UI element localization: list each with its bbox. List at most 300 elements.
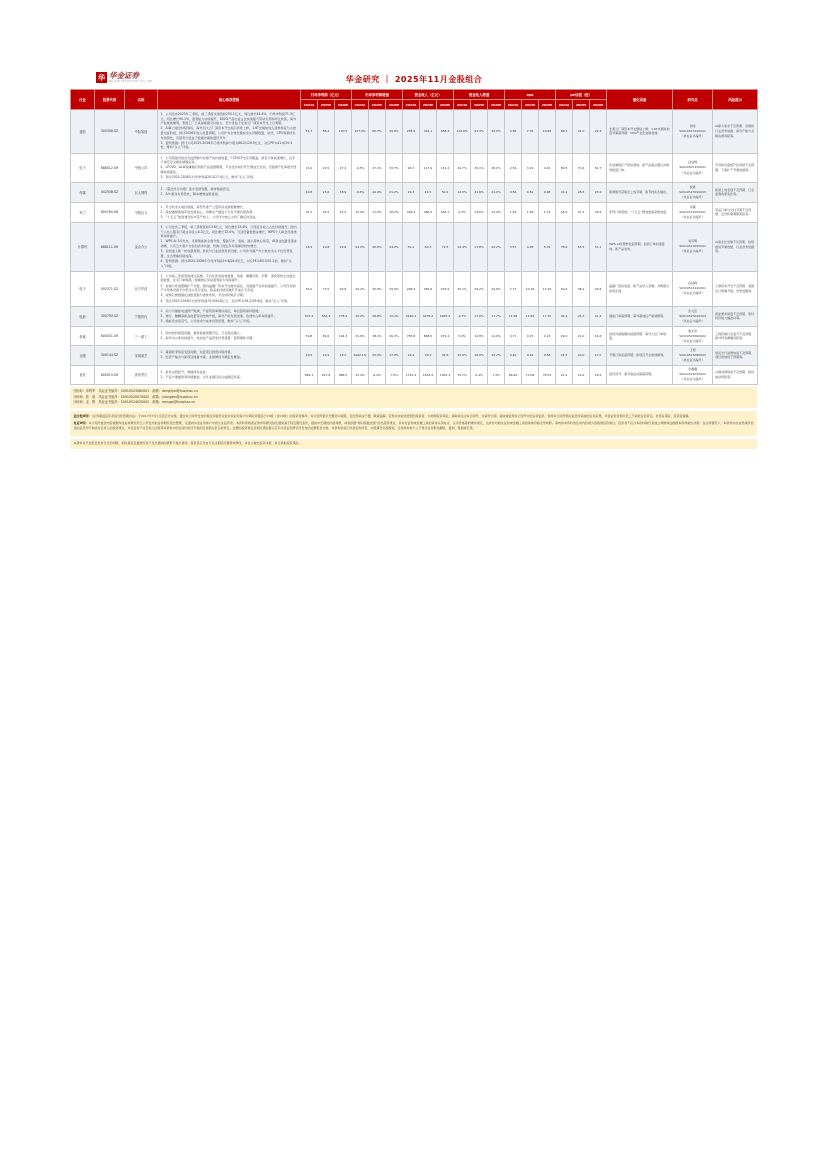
analyst-cell	[673, 327, 713, 346]
metric-cell-eps: 3.29	[522, 153, 539, 183]
core-logic-line: 2、AI算力建设持续加码，海外四大云厂商资本开支指引再度上修，1.6T光模块进入送样验证与小批量出货阶段，预计2026年进入放量周期，公司作为全球光模块龙头份额稳固，硅光、CPO等新技术布局领先，有望充分受益于数通光模块量价齐升。	[160, 126, 297, 140]
analyst-cell-line: 易景明	[688, 239, 698, 244]
metric-cell-npg: 17.8%	[386, 346, 403, 365]
metric-cell-rev: 486.5	[420, 202, 437, 222]
catalyst-cell: 先进制程扩产招标落地；新产品验证通过并取得批量订单。	[607, 153, 673, 183]
core-logic-line: 2、AI+游戏布局领先，降本增效成果显现。	[160, 192, 221, 197]
metric-cell-rev: 476.9	[437, 271, 454, 306]
table-body	[71, 110, 758, 385]
year-subheader-cell: 2024A	[403, 100, 420, 110]
catalyst-cell: 新游版号获取及上线节奏；春节档流水催化。	[607, 183, 673, 202]
analyst-cell	[673, 223, 713, 272]
metric-cell-np: 507.4	[301, 306, 318, 326]
metric-cell-np: 59.8	[301, 327, 318, 346]
metric-cell-rev: 1987.3	[437, 365, 454, 384]
stock-name-cell: 宋城演艺	[125, 346, 158, 365]
metric-cell-npg: 28.6%	[369, 306, 386, 326]
col-header-industry: 行业	[71, 90, 95, 110]
risk-cell: 新能源车销量不及预期、原材料价格大幅波动等。	[713, 306, 758, 326]
metric-cell-eps: 11.58	[505, 306, 522, 326]
metric-cell-eps: 14.82	[522, 306, 539, 326]
disclaimer-block	[70, 411, 757, 436]
core-logic-cell	[158, 110, 301, 154]
table-row	[71, 306, 758, 326]
analyst-cell-line: S0910523020003	[679, 189, 706, 194]
metric-cell-npg: 24.9%	[352, 223, 369, 272]
metric-cell-eps: 0.97	[522, 327, 539, 346]
metric-cell-eps: 0.58	[539, 346, 556, 365]
metric-cell-npg: 33.7%	[386, 153, 403, 183]
core-logic-line: 1、公司发布三季报，单三季度营收13.6亿元，同比增长15.8%，订阅业务收入占比持续提升，国内个人办公服务订阅业务收入8.3亿元，同比增长12.4%，月活设备数稳步增长，WPS个人AI会员渗透率持续提升。	[160, 225, 297, 239]
final-note-text: 本资料仅代表报告发布当日的判断，相关观点及推测可在不发出通知的情形下做出更改。投资者应当自行关注相应的更新或修改，并自主做出投资决策，自行承担投资风险。	[73, 441, 302, 446]
metric-cell-pe: 23.6	[590, 183, 607, 202]
metric-cell-npg: 66.7%	[369, 110, 386, 154]
metric-cell-npg: 27.1%	[369, 153, 386, 183]
analyst-line: 分析师：张 欣 执业证书编号：S0910520070002 邮箱：zhangxin@huajinsc.cn	[73, 394, 198, 399]
metric-cell-revg: 34.0%	[488, 110, 505, 154]
analyst-cell-line: S0910522120001	[679, 286, 706, 291]
core-logic-line: 1、国内挖机销量回暖，更新替换周期开启，行业拐点确立。	[160, 331, 243, 336]
metric-cell-rev: 428.4	[403, 202, 420, 222]
industry-cell: 电新	[71, 306, 95, 326]
metric-cell-revg: 44.7%	[454, 153, 471, 183]
stock-name-cell: 金山办公	[125, 223, 158, 272]
metric-cell-npg: 17.9%	[369, 202, 386, 222]
metric-cell-np: 10.8	[301, 183, 318, 202]
year-subheader-cell: 2024A	[352, 100, 369, 110]
analyst-cell-line: S0910523060002	[679, 333, 706, 338]
core-logic-line: 2、产品与渠道改革持续推进，全年业绩目标达成确定性高。	[160, 374, 243, 379]
metric-cell-np: 10.5	[301, 346, 318, 365]
metric-cell-revg: 17.7%	[488, 306, 505, 326]
col-group-eps: eps	[505, 90, 556, 100]
year-subheader-cell: 2025E	[471, 100, 488, 110]
metric-cell-npg: 31.9%	[352, 327, 369, 346]
analyst-cell-line: 周涛	[689, 123, 696, 128]
analyst-cell	[673, 110, 713, 154]
analyst-cell	[673, 306, 713, 326]
metric-cell-pe: 50.0	[556, 271, 573, 306]
metric-cell-np: 27.4	[335, 153, 352, 183]
core-logic-line: 1、公司前三季度营收同比高增，平台化布局成效显著，刻蚀、薄膜沉积、炉管、清洗等核心设备全面放量，在手订单饱满，规模效应带动盈利能力持续提升。	[160, 273, 296, 283]
industry-cell: 通信	[71, 110, 95, 154]
core-logic-cell	[158, 202, 301, 222]
risk-cell: 工程机械行业复苏不及预期、海外贸易摩擦风险等。	[713, 327, 758, 346]
brand-name-en: HUAJIN SECURITIES CO.,LTD.	[109, 80, 154, 84]
metric-cell-revg: 10.8%	[471, 327, 488, 346]
metric-cell-rev: 41.5	[420, 183, 437, 202]
col-group-revenue-growth: 营业收入增速	[454, 90, 505, 100]
metric-cell-npg: 44.4%	[369, 183, 386, 202]
metric-cell-pe: 29.6	[590, 271, 607, 306]
table-row	[71, 271, 758, 306]
analyst-cell	[673, 183, 713, 202]
catalyst-cell: 储能订单超预期；海外基地投产爬坡顺利。	[607, 306, 673, 326]
industry-cell: 军工	[71, 202, 95, 222]
metric-cell-pe: 52.7	[590, 153, 607, 183]
metric-cell-npg: 26.3%	[386, 327, 403, 346]
metric-cell-pe: 68.3	[556, 110, 573, 154]
core-logic-line: 1、歼击机龙头地位稳固，新型号批产上量带动业绩稳健增长。	[160, 204, 246, 209]
final-note-block	[70, 439, 757, 449]
report-header	[70, 70, 758, 89]
industry-cell: 食饮	[71, 365, 95, 384]
col-group-pe: pe估值（倍）	[556, 90, 607, 100]
metric-cell-npg: 39.8%	[386, 110, 403, 154]
metric-cell-np: 56.2	[301, 271, 318, 306]
catalyst-cell: 晶圆厂招标放量；新产品导入突破；并购整合协同兑现。	[607, 271, 673, 306]
metric-cell-rev: 24.2	[403, 346, 420, 365]
year-subheader-cell: 2024A	[556, 100, 573, 110]
year-subheader-cell: 2024A	[505, 100, 522, 110]
year-subheader-cell: 2025E	[369, 100, 386, 110]
metric-cell-eps: 10.85	[539, 110, 556, 154]
metric-cell-npg: 22.9%	[369, 346, 386, 365]
analyst-line: 分析师：邓利军 执业证书编号：S0910523080001 邮箱：denglijun@huajinsc.cn	[73, 388, 198, 393]
analyst-line: 分析师：孟 棋 执业证书编号：S0910524020002 邮箱：mengqi@huajinsc.cn	[73, 400, 196, 405]
metric-cell-npg: 20.0%	[369, 223, 386, 272]
core-logic-cell	[158, 327, 301, 346]
core-logic-cell	[158, 306, 301, 326]
metric-cell-revg: 4.3%	[454, 202, 471, 222]
disclaimer-text: 本订阅号推送内容根据华金证券研究所已公开发布的证券研究报告整理，仅面向华金证券客户中的专业投资者。本资料所载的证券市场研究信息通常基于特定假设条件，提供中长期的价值判断，或者依据“相对指数表现”给出投资建议，并非对证券或金融工具的具体买卖时点、买卖价格等的操作建议，也并非对相关证券或金融工具的具体价格走势判断。请勿将本资料的任何内容视为直接的投资建议。投资者不应以本资料取代其独立判断或仅根据本资料做出决策。在任何情况下，本资料中的信息或所表述的意见均不构成对任何人的投资建议，华金证券不对任何人因使用本资料中的任何内容所引致的任何损失负任何责任。完整的投资观点及相关风险提示应以华金证券研究所发布的完整报告为准。本资料版权归华金证券所有，未经事先书面授权，任何机构和个人不得以任何形式翻版、复制、转载或引用。	[73, 420, 754, 430]
metric-cell-rev: 458.3	[437, 110, 454, 154]
brand-name-cn: 华金证券	[109, 71, 139, 80]
metric-cell-npg: 15.4%	[352, 365, 369, 384]
metric-cell-rev: 556.7	[437, 202, 454, 222]
analyst-cell-line: 孙远峰	[688, 281, 698, 286]
metric-cell-eps: 0.98	[539, 183, 556, 202]
analyst-cell-line: （执业证书编号）	[680, 133, 705, 138]
core-logic-line: 3、收购芯源微强化涂胶显影与清洗布局，平台协同效应可期。	[160, 293, 246, 298]
metric-cell-rev: 972.4	[437, 327, 454, 346]
analyst-cell-line: 李鑫鑫	[688, 367, 698, 372]
metric-cell-revg: 21.0%	[488, 183, 505, 202]
core-logic-line: 2、海外市占率持续提升，电动化产品竞争优势显著，盈利弹性可期。	[160, 336, 256, 341]
year-subheader-cell: 2026E	[437, 100, 454, 110]
metric-cell-rev: 238.6	[403, 110, 420, 154]
table-header	[71, 90, 758, 110]
stock-code-cell: 300144.SZ	[95, 346, 125, 365]
core-logic-cell	[158, 271, 301, 306]
metric-cell-eps: 1.46	[522, 202, 539, 222]
metric-cell-np: 862.3	[301, 365, 318, 384]
year-subheader-cell: 2025E	[522, 100, 539, 110]
risk-cell: 军品订单与交付节奏不及预期、定价机制调整风险等。	[713, 202, 758, 222]
metric-cell-npg: 15.0%	[352, 306, 369, 326]
metric-cell-eps: 7.76	[522, 110, 539, 154]
metric-cell-np: 16.5	[301, 223, 318, 272]
stock-code-cell: 002371.SZ	[95, 271, 125, 306]
analyst-cell-line: S0910523100001	[679, 128, 706, 133]
metric-cell-pe: 16.6	[590, 327, 607, 346]
core-logic-cell	[158, 346, 301, 365]
analyst-cell-line: 骆志伟	[688, 328, 698, 333]
col-group-net-profit: 归母净利润（亿元）	[301, 90, 352, 100]
metric-cell-revg: 35.1%	[454, 271, 471, 306]
metric-cell-rev: 783.8	[403, 327, 420, 346]
metric-cell-eps: 0.49	[522, 346, 539, 365]
year-subheader-cell: 2024A	[454, 100, 471, 110]
metric-cell-pe: 28.5	[573, 183, 590, 202]
metric-cell-np: 104.3	[335, 327, 352, 346]
suitability-text: 《证券期货投资者适当性管理办法》于2017年7月1日起正式实施，通过本订阅号发布的观点和信息仅供华金证券客户中风险评级高于C3级（含C3级）的投资者参考。本订阅号难以设置访问权限，若给您造成不便，敬请谅解。若您并非前述类型的投资者，为控制投资风险，请取消关注本订阅号，并请勿订阅、接收或使用本订阅号中的任何信息。使用本订阅号相关信息所造成的任何后果，华金证券及相关员工不承担任何责任。市场有风险，投资需谨慎。	[91, 413, 692, 418]
core-logic-line: 3、预计2025-2026年归母净利润20.5/27.4亿元，维持“买入”评级。	[160, 175, 257, 180]
metric-cell-pe: 21.2	[590, 306, 607, 326]
risk-cell: 半导体设备国产化进展不及预期、下游扩产节奏放缓等。	[713, 153, 758, 183]
metric-cell-rev: 1852.6	[420, 365, 437, 384]
metric-cell-np: 12.9	[318, 346, 335, 365]
metric-cell-rev: 51.2	[403, 223, 420, 272]
analyst-cell-line: S0910524030001	[679, 372, 706, 377]
analyst-cell-line: （执业证书编号）	[680, 249, 705, 254]
metric-cell-revg: 14.4%	[488, 202, 505, 222]
year-subheader-cell: 2026E	[488, 100, 505, 110]
stock-code-cell: 688111.SH	[95, 223, 125, 272]
core-logic-line: 2、存储与先进逻辑扩产共振，国内晶圆厂资本开支维持高位，设备国产化率加速提升，公司作为国产半导体设备平台型龙头充分受益，新品类持续突破打开成长天花板。	[160, 283, 296, 293]
metric-cell-revg: 15.2%	[488, 346, 505, 365]
metric-cell-rev: 382.6	[420, 271, 437, 306]
metric-cell-pe: 20.0	[573, 346, 590, 365]
core-logic-line: 2、LPCVD、ALD等薄膜沉积新产品进展顺利，平台化布局打开长期成长空间，设备国产化率提升逻辑持续强化。	[160, 165, 297, 175]
catalyst-cell: 挖机内销数据持续超预期；海外大区订单放量。	[607, 327, 673, 346]
col-header-risk: 风险提示	[713, 90, 758, 110]
catalyst-cell: 军贸订单落地；“十五五”规划装备采购放量。	[607, 202, 673, 222]
metric-cell-eps: 2.59	[505, 153, 522, 183]
metric-cell-rev: 117.9	[420, 153, 437, 183]
core-logic-line: 1、动力与储能电池排产饱满，产能利用率维持高位，单位盈利保持稳健。	[160, 308, 262, 313]
metric-cell-pe: 21.0	[573, 327, 590, 346]
stock-name-cell: 中际旭创	[125, 110, 158, 154]
core-logic-line: 3、信创进入新一轮放量周期，党政与行业信创需求回暖，公司作为国产办公软件龙头卡位优势显著，生态壁垒持续加深。	[160, 249, 293, 258]
stock-code-cell: 600760.SH	[95, 202, 125, 222]
metric-cell-npg: -0.6%	[352, 183, 369, 202]
metric-cell-eps: 1.24	[505, 202, 522, 222]
metric-cell-pe: 55.6	[556, 202, 573, 222]
metric-cell-revg: 7.3%	[488, 365, 505, 384]
stock-code-cell: 300308.SZ	[95, 110, 125, 154]
metric-cell-np: 40.2	[318, 202, 335, 222]
metric-cell-pe: 89.5	[556, 153, 573, 183]
core-logic-cell	[158, 223, 301, 272]
metric-cell-eps: 0.71	[505, 327, 522, 346]
metric-cell-eps: 17.70	[539, 306, 556, 326]
table-row	[71, 365, 758, 384]
metric-cell-np: 47.5	[335, 202, 352, 222]
metric-cell-eps: 3.57	[505, 223, 522, 272]
risk-cell: 白酒动销恢复不及预期、批价波动风险等。	[713, 365, 758, 384]
metric-cell-rev: 3620.1	[403, 306, 420, 326]
metric-cell-revg: 41.6%	[471, 183, 488, 202]
core-logic-line: 1、批价企稳回升，渠道库存良性。	[160, 369, 209, 374]
metric-cell-pe: 63.5	[573, 223, 590, 272]
year-subheader-cell: 2026E	[539, 100, 556, 110]
page-title: 华金研究 ｜ 2025年11月金股组合	[345, 75, 483, 84]
analyst-cell	[673, 153, 713, 183]
metric-cell-rev: 4235.6	[420, 306, 437, 326]
core-logic-cell	[158, 183, 301, 202]
table-row	[71, 110, 758, 154]
metric-cell-revg: 6.4%	[471, 365, 488, 384]
stock-name-cell: 三一重工	[125, 327, 158, 346]
analyst-cell-line: （执业证书编号）	[680, 318, 705, 323]
metric-cell-revg: 30.1%	[471, 153, 488, 183]
analyst-cell-line: 孙远峰	[688, 160, 698, 165]
metric-cell-pe: 18.5	[590, 365, 607, 384]
metric-cell-pe: 32.4	[556, 306, 573, 326]
catalyst-cell: 节假日客流超预期；新项目开业爬坡顺利。	[607, 346, 673, 365]
industry-cell: 计算机	[71, 223, 95, 272]
analyst-cell-line: S0910523020004	[679, 313, 706, 318]
metric-cell-npg: 24.2%	[386, 223, 403, 272]
metric-cell-revg: 5.9%	[454, 327, 471, 346]
metric-cell-rev: 1741.4	[403, 365, 420, 384]
metric-cell-rev: 298.4	[403, 271, 420, 306]
analyst-cell	[673, 365, 713, 384]
analyst-cell-line: S0910523080003	[679, 352, 706, 357]
metric-cell-eps: 13.10	[539, 271, 556, 306]
stock-name-cell: 中微公司	[125, 153, 158, 183]
analyst-cell-line: S0910519100001	[679, 209, 706, 214]
metric-cell-rev: 342.1	[420, 110, 437, 154]
metric-cell-revg: 12.0%	[488, 327, 505, 346]
metric-cell-revg: 28.2%	[488, 153, 505, 183]
analyst-cell	[673, 271, 713, 306]
metric-cell-rev: 32.6	[437, 346, 454, 365]
metric-cell-np: 18.9	[335, 183, 352, 202]
analyst-cell-line: S0910523050001	[679, 244, 706, 249]
metric-cell-pe: 24.5	[556, 346, 573, 365]
metric-cell-npg: 137.9%	[352, 110, 369, 154]
risk-cell: 新游上线表现不及预期、行业监管政策变化等。	[713, 183, 758, 202]
core-logic-line: 2、股权激励落地彰显发展信心，均衡生产推进下交付节奏有望改善。	[160, 209, 256, 214]
disclaimer-label: 免责声明：	[73, 420, 89, 425]
table-row	[71, 183, 758, 202]
core-logic-line: 2、轻资产输出与新项目储备丰富，业绩弹性与确定性兼备。	[160, 355, 243, 360]
core-logic-line: 1、《超自然行动组》流水表现亮眼，新游储备充足。	[160, 187, 233, 192]
metric-cell-npg: 12.9%	[352, 202, 369, 222]
metric-cell-eps: 78.53	[539, 365, 556, 384]
gold-stock-table	[70, 89, 758, 385]
core-logic-cell	[158, 365, 301, 384]
industry-cell: 电子	[71, 271, 95, 306]
metric-cell-pe: 78.6	[556, 223, 573, 272]
metric-cell-revg: 122.6%	[454, 110, 471, 154]
stock-name-cell: 贵州茅台	[125, 365, 158, 384]
year-subheader-cell: 2026E	[590, 100, 607, 110]
core-logic-cell	[158, 153, 301, 183]
metric-cell-revg: 28.2%	[471, 271, 488, 306]
suitability-statement	[74, 414, 754, 419]
metric-cell-np: 917.8	[318, 365, 335, 384]
metric-cell-pe: 70.4	[573, 153, 590, 183]
metric-cell-pe: 47.1	[573, 202, 590, 222]
analyst-cell-line: 李蕙	[689, 204, 696, 209]
col-header-name: 名称	[125, 90, 158, 110]
metric-cell-revg: 15.7%	[454, 365, 471, 384]
col-group-revenue: 营业收入（亿元）	[403, 90, 454, 100]
core-logic-line: 1、公司发布2025年三季报，前三季度实现营收250.1亿元，同比增长44.4%，归母净利润71.3亿元，同比增长90.1%，盈利能力持续提升，800G产品出货占比快速提升带动毛利率环比改善，海外产能爬坡顺利，泰国工厂已具备规模交付能力，充分受益于北美云厂商资本开支上行周期。	[160, 112, 297, 126]
analyst-cell-line: （执业证书编号）	[680, 170, 705, 175]
catalyst-cell: WPS AI付费转化超预期；信创订单加速落地；新产品发布。	[607, 223, 673, 272]
stock-name-cell: 宁德时代	[125, 306, 158, 326]
metric-cell-pe: 41.0	[573, 110, 590, 154]
metric-cell-revg: 43.4%	[471, 110, 488, 154]
core-logic-line: 3、储能需求高景气，公司技术与成本优势显著，维持“买入”评级。	[160, 318, 253, 323]
year-subheader-cell: 2025E	[318, 100, 335, 110]
risk-cell: 居民出行消费恢复不及预期、项目爬坡低于预期等。	[713, 346, 758, 365]
metric-cell-eps: 0.81	[522, 183, 539, 202]
industry-cell: 传媒	[71, 183, 95, 202]
core-logic-line: 1、公司刻蚀设备在先进逻辑与存储产线持续放量，CCP/ICP全系列覆盖，新签订单高速增长，在手订单充足支撑业绩确定性。	[160, 155, 296, 165]
metric-cell-npg: 44.2%	[352, 271, 369, 306]
metric-cell-np: 24.6	[335, 223, 352, 272]
metric-cell-rev: 28.3	[420, 346, 437, 365]
metric-cell-npg: 18.2%	[386, 202, 403, 222]
year-subheader-cell: 2026E	[335, 100, 352, 110]
metric-cell-rev: 90.7	[403, 153, 420, 183]
metric-cell-rev: 60.3	[420, 223, 437, 272]
metric-cell-eps: 10.16	[522, 271, 539, 306]
metric-cell-np: 86.2	[318, 110, 335, 154]
core-logic-line: 2、神行、麒麟等新品放量带动结构升级，海外产能布局加速，欧洲市占率持续提升。	[160, 313, 277, 318]
metric-cell-eps: 0.40	[505, 346, 522, 365]
metric-cell-eps: 1.23	[539, 327, 556, 346]
metric-cell-np: 51.7	[301, 110, 318, 154]
metric-cell-rev: 72.5	[437, 223, 454, 272]
metric-cell-pe: 21.2	[556, 365, 573, 384]
table-row	[71, 346, 758, 365]
metric-cell-revg: -9.7%	[454, 306, 471, 326]
analyst-cell-line: （执业证书编号）	[680, 377, 705, 382]
metric-cell-revg: 12.4%	[454, 223, 471, 272]
metric-cell-np: 16.1	[301, 153, 318, 183]
col-header-catalyst: 催化因素	[607, 90, 673, 110]
metric-cell-rev: 50.2	[437, 183, 454, 202]
risk-cell: 下游资本开支不及预期、美国出口管制升级、竞争加剧等。	[713, 271, 758, 306]
metric-cell-revg: 24.6%	[488, 271, 505, 306]
stock-name-cell: 北方华创	[125, 271, 158, 306]
analyst-cell-line: （执业证书编号）	[680, 338, 705, 343]
metric-cell-npg: 1062.1%	[352, 346, 369, 365]
year-subheader-cell: 2024A	[301, 100, 318, 110]
metric-cell-pe: 25.3	[573, 306, 590, 326]
core-logic-line: 3、“十五五”装备建设需求景气向上，公司作为核心主机厂确定性受益。	[160, 214, 259, 219]
industry-cell: 电子	[71, 153, 95, 183]
core-logic-line: 1、暑期旺季客流表现亮眼，存量项目经营持续改善。	[160, 350, 234, 355]
analyst-cell-line: （执业证书编号）	[680, 291, 705, 296]
metric-cell-np: 19.8	[318, 223, 335, 272]
metric-cell-eps: 0.56	[505, 183, 522, 202]
analyst-cell	[673, 346, 713, 365]
metric-cell-np: 986.5	[335, 365, 352, 384]
brand-logo-icon: 华	[98, 73, 105, 82]
catalyst-cell: 北美云厂商资本开支继续上修；1.6T光模块放量节奏超预期；CPO产业化进展加速。	[607, 110, 673, 154]
metric-cell-eps: 68.64	[505, 365, 522, 384]
metric-cell-np: 778.9	[335, 306, 352, 326]
metric-cell-revg: 17.0%	[471, 306, 488, 326]
metric-cell-npg: 30.8%	[369, 271, 386, 306]
metric-cell-eps: 1.73	[539, 202, 556, 222]
col-header-code: 股票代码	[95, 90, 125, 110]
analyst-cell-line: 王萌	[689, 347, 696, 352]
stock-name-cell: 中航沈飞	[125, 202, 158, 222]
analyst-cell-line: （执业证书编号）	[680, 214, 705, 219]
industry-cell: 机械	[71, 327, 95, 346]
metric-cell-revg: 12.3%	[454, 183, 471, 202]
metric-cell-pe: 51.1	[590, 223, 607, 272]
metric-cell-eps: 7.77	[505, 271, 522, 306]
